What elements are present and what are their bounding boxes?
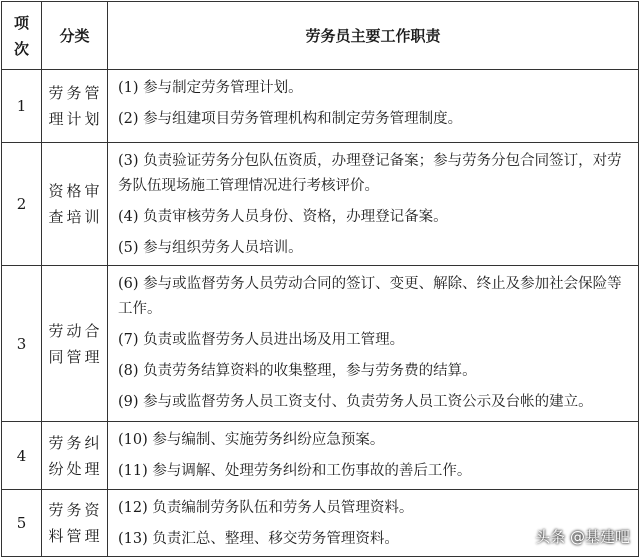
duty-item: (13) 负责汇总、整理、移交劳务管理资料。 [118,531,399,547]
row-category [42,70,108,143]
watermark: 头条 @基建吧 [535,528,630,546]
row-index: 3 [2,266,42,422]
duty-item: (7) 负责或监督劳务人员进出场及用工管理。 [118,332,405,348]
row-category-line2: 理计划 [48,110,101,128]
duty-item: (11) 参与调解、处理劳务纠纷和工伤事故的善后工作。 [118,463,472,479]
header-index-line2: 次 [13,39,29,58]
row-index: 4 [2,422,42,490]
table-row [2,143,639,266]
table-row [2,70,639,143]
duty-item: (4) 负责审核劳务人员身份、资格，办理登记备案。 [118,209,448,225]
header-row [2,2,639,70]
row-category-line1: 资格审 [48,182,101,200]
table-row [2,266,639,422]
row-duties [108,143,639,266]
duty-item: (9) 参与或监督劳务人员工资支付、负责劳务人员工资公示及台帐的建立。 [118,394,593,410]
duty-item: (6) 参与或监督劳务人员劳动合同的签订、变更、解除、终止及参加社会保险等工作。 [118,276,622,317]
header-duties: 劳务员主要工作职责 [108,2,639,70]
row-category-line2: 查培训 [48,208,101,226]
row-category-line1: 劳动合 [48,321,101,340]
duty-item: (5) 参与组织劳务人员培训。 [118,240,303,256]
row-category-line2: 纷处理 [48,459,101,478]
row-category-line1: 劳务资 [48,501,101,519]
header-index [2,2,42,70]
duty-item: (10) 参与编制、实施劳务纠纷应急预案。 [118,432,385,448]
row-category-line1: 劳务管 [48,84,101,102]
row-category [42,266,108,422]
row-category-line2: 同管理 [48,347,101,366]
row-index: 5 [2,490,42,557]
row-duties [108,266,639,422]
row-category [42,490,108,557]
duty-item: (2) 参与组建项目劳务管理机构和制定劳务管理制度。 [118,111,463,127]
row-category [42,422,108,490]
row-index: 2 [2,143,42,266]
duty-item: (8) 负责劳务结算资料的收集整理，参与劳务费的结算。 [118,363,477,379]
row-category-line2: 料管理 [48,527,101,545]
row-index: 1 [2,70,42,143]
table-row [2,422,639,490]
row-category-line1: 劳务纠 [48,433,101,452]
row-category [42,143,108,266]
row-duties [108,70,639,143]
header-index-line1: 项 [13,13,29,32]
duties-table [1,1,639,557]
duty-item: (1) 参与制定劳务管理计划。 [118,80,303,96]
duty-item: (3) 负责验证劳务分包队伍资质，办理登记备案；参与劳务分包合同签订，对劳务队伍现场施工管理情况进行考核评价。 [118,153,622,194]
header-category: 分类 [42,2,108,70]
row-duties [108,422,639,490]
duty-item: (12) 负责编制劳务队伍和劳务人员管理资料。 [118,500,414,516]
